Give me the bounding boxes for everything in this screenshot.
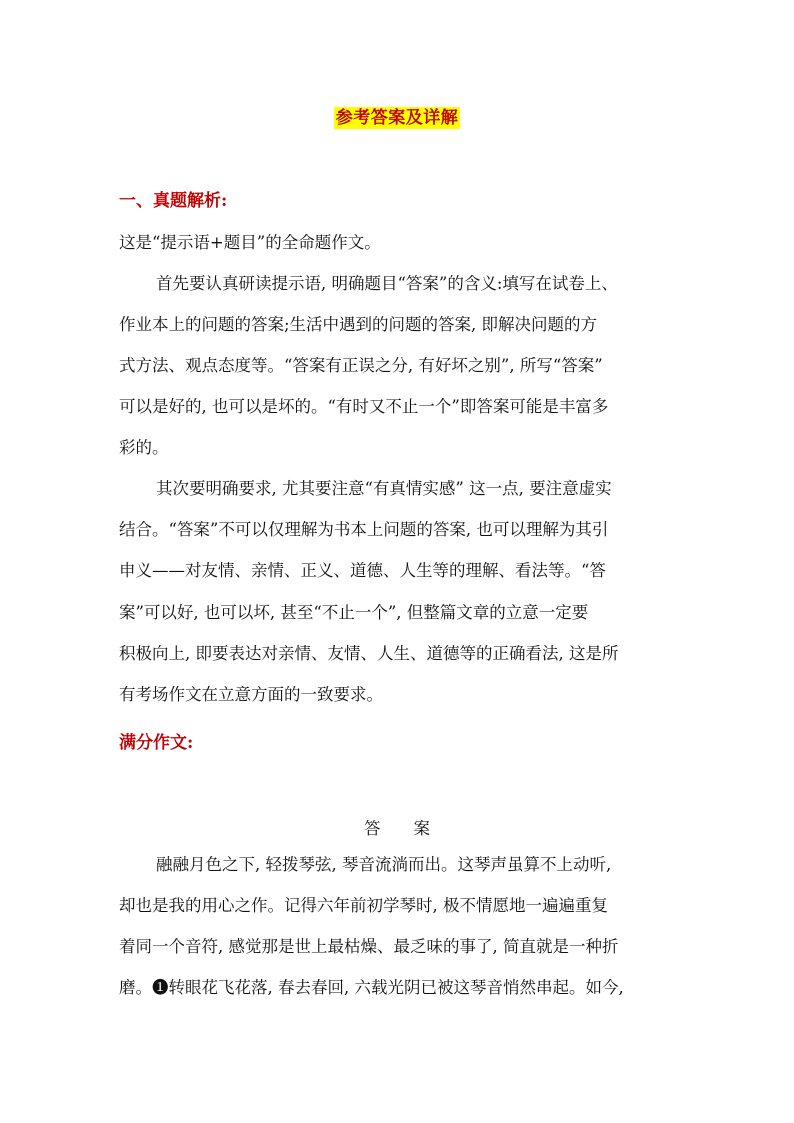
analysis-intro: 这是“提示语+题目”的全命题作文。 [119,233,381,252]
essay-p1-line: 磨。❶转眼花飞花落, 春去春回, 六载光阴已被这琴音悄然串起。如今, [119,978,624,997]
essay-title: 答 案 [364,819,430,838]
analysis-p1-line: 可以是好的, 也可以是坏的。“有时又不止一个”即答案可能是丰富多 [119,397,609,416]
analysis-p2-line: 其次要明确要求, 尤其要注意“有真情实感” 这一点, 要注意虚实 [156,479,612,498]
essay-p1-line: 却也是我的用心之作。记得六年前初学琴时, 极不情愿地一遍遍重复 [119,896,608,915]
essay-p1-line: 融融月色之下, 轻拨琴弦, 琴音流淌而出。这琴声虽算不上动听, [156,855,612,874]
analysis-p2-line: 结合。“答案”不可以仅理解为书本上问题的答案, 也可以理解为其引 [119,520,609,539]
essay-p1-line: 着同一个音符, 感觉那是世上最枯燥、最乏味的事了, 简直就是一种折 [119,937,619,956]
analysis-p2-line: 申义——对友情、亲情、正义、道德、人生等的理解、看法等。“答 [119,561,606,580]
analysis-p1-line: 首先要认真研读提示语, 明确题目“答案”的含义:填写在试卷上、 [156,274,618,293]
analysis-p1-line: 式方法、观点态度等。“答案有正误之分, 有好坏之别”, 所写“答案” [119,356,603,375]
analysis-p2-line: 有考场作文在立意方面的一致要求。 [119,685,383,704]
analysis-p1-line: 作业本上的问题的答案;生活中遇到的问题的答案, 即解决问题的方 [119,315,598,334]
document-title: 参考答案及详解 [335,108,459,128]
analysis-p2-line: 积极向上, 即要表达对亲情、友情、人生、道德等的正确看法, 这是所 [119,644,619,663]
analysis-p1-line: 彩的。 [119,438,169,457]
analysis-p2-line: 案”可以好, 也可以坏, 甚至“不止一个”, 但整篇文章的立意一定要 [119,603,589,622]
analysis-heading: 一、真题解析: [119,191,228,211]
essay-heading: 满分作文: [119,733,194,753]
